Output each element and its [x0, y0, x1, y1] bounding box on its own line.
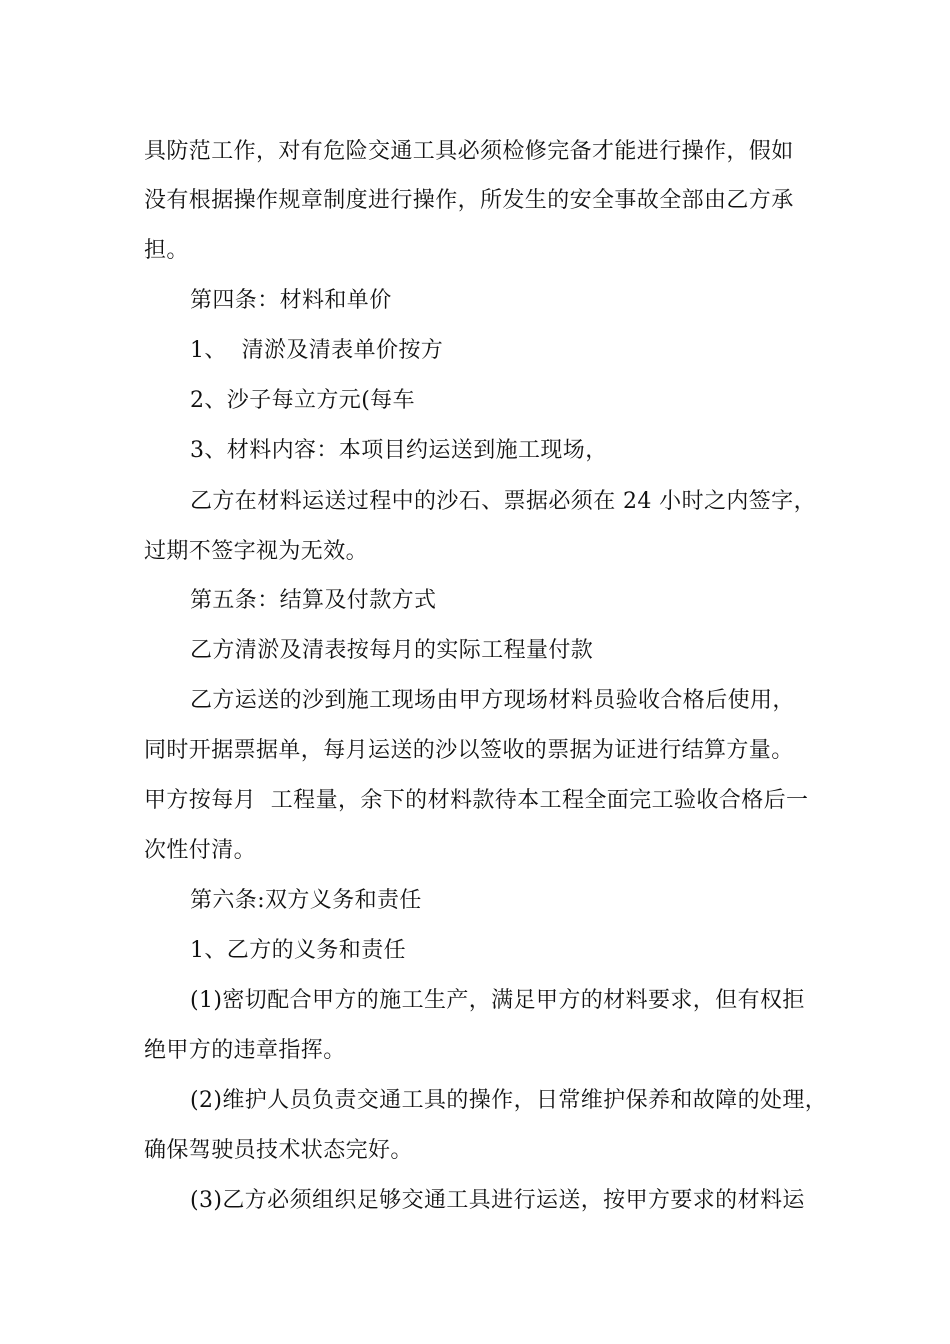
body-text-line: 乙方清淤及清表按每月的实际工程量付款	[190, 638, 594, 663]
list-item: (3)乙方必须组织足够交通工具进行运送，按甲方要求的材料运	[190, 1188, 805, 1213]
body-text-line: 甲方按每月 工程量，余下的材料款待本工程全面完工验收合格后一	[144, 788, 809, 813]
list-item: 1、乙方的义务和责任	[190, 938, 406, 963]
body-text-line: 同时开据票据单，每月运送的沙以签收的票据为证进行结算方量。	[144, 738, 794, 763]
body-text-line: 确保驾驶员技术状态完好。	[144, 1138, 413, 1163]
body-text-line: 没有根据操作规章制度进行操作，所发生的安全事故全部由乙方承	[144, 188, 794, 213]
body-text-line: 过期不签字视为无效。	[144, 539, 369, 564]
body-text-line: 具防范工作，对有危险交通工具必须检修完备才能进行操作，假如	[144, 139, 794, 164]
list-item: (1)密切配合甲方的施工生产，满足甲方的材料要求，但有权拒	[190, 988, 805, 1013]
body-text-line: 次性付清。	[144, 838, 257, 863]
section-heading: 第四条：材料和单价	[190, 288, 392, 313]
body-text-line: 担。	[144, 238, 189, 263]
body-text-line: 乙方在材料运送过程中的沙石、票据必须在 24 小时之内签字，	[190, 489, 816, 514]
list-item: 3、材料内容：本项目约运送到施工现场，	[190, 438, 608, 463]
list-item: (2)维护人员负责交通工具的操作，日常维护保养和故障的处理，	[190, 1088, 828, 1113]
list-item: 1、 清淤及清表单价按方	[190, 338, 444, 363]
list-item: 2、沙子每立方元(每车	[190, 388, 415, 413]
body-text-line: 绝甲方的违章指挥。	[144, 1038, 346, 1063]
body-text-line: 乙方运送的沙到施工现场由甲方现场材料员验收合格后使用，	[190, 688, 795, 713]
section-heading: 第五条：结算及付款方式	[190, 588, 437, 613]
section-heading: 第六条:双方义务和责任	[190, 888, 422, 913]
